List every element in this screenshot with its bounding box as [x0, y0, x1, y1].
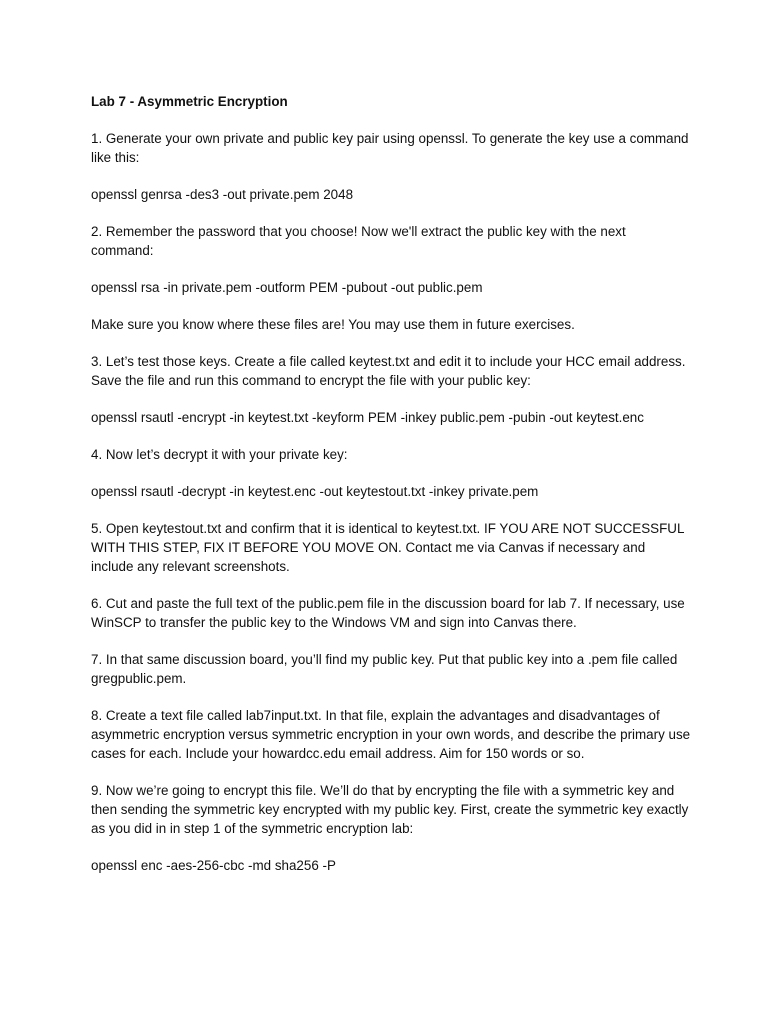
command-rsautl-encrypt: openssl rsautl -encrypt -in keytest.txt -keyform PEM -inkey public.pem -pubin -out keytest.enc: [91, 410, 644, 425]
step-5-text: 5. Open keytestout.txt and confirm that it is identical to keytest.txt. IF YOU ARE NOT SUCCESSFUL WITH THIS STEP, FIX IT BEFORE YOU MOVE ON. Contact me via Canvas if necessary and include any relevant screenshots.: [91, 521, 684, 574]
command-rsautl-decrypt: openssl rsautl -decrypt -in keytest.enc -out keytestout.txt -inkey private.pem: [91, 484, 539, 499]
step-1-text: 1. Generate your own private and public key pair using openssl. To generate the key use a command like this:: [91, 131, 689, 165]
document-title: Lab 7 - Asymmetric Encryption: [91, 94, 288, 109]
step-4-text: 4. Now let’s decrypt it with your private key:: [91, 447, 348, 462]
step-6-text: 6. Cut and paste the full text of the public.pem file in the discussion board for lab 7. If necessary, use WinSCP to transfer the public key to the Windows VM and sign into Canvas there.: [91, 596, 685, 630]
step-3-text: 3. Let’s test those keys. Create a file called keytest.txt and edit it to include your HCC email address. Save the file and run this command to encrypt the file with your public key:: [91, 354, 686, 388]
command-rsa-pubout: openssl rsa -in private.pem -outform PEM -pubout -out public.pem: [91, 280, 483, 295]
command-genrsa: openssl genrsa -des3 -out private.pem 2048: [91, 187, 354, 202]
step-9-text: 9. Now we’re going to encrypt this file. We’ll do that by encrypting the file with a symmetric key and then sending the symmetric key encrypted with my public key. First, create the symmetric key exactly as you did in in step 1 of the symmetric encryption lab:: [91, 783, 689, 836]
step-8-text: 8. Create a text file called lab7input.txt. In that file, explain the advantages and disadvantages of asymmetric encryption versus symmetric encryption in your own words, and describe the primary use cases for each. Include your howardcc.edu email address. Aim for 150 words or so.: [91, 708, 691, 761]
command-enc-aes: openssl enc -aes-256-cbc -md sha256 -P: [91, 858, 336, 873]
files-note: Make sure you know where these files are! You may use them in future exercises.: [91, 317, 575, 332]
step-7-text: 7. In that same discussion board, you’ll find my public key. Put that public key into a .pem file called gregpublic.pem.: [91, 652, 678, 686]
step-2-text: 2. Remember the password that you choose! Now we'll extract the public key with the next command:: [91, 224, 626, 258]
document-body: [91, 92, 691, 893]
